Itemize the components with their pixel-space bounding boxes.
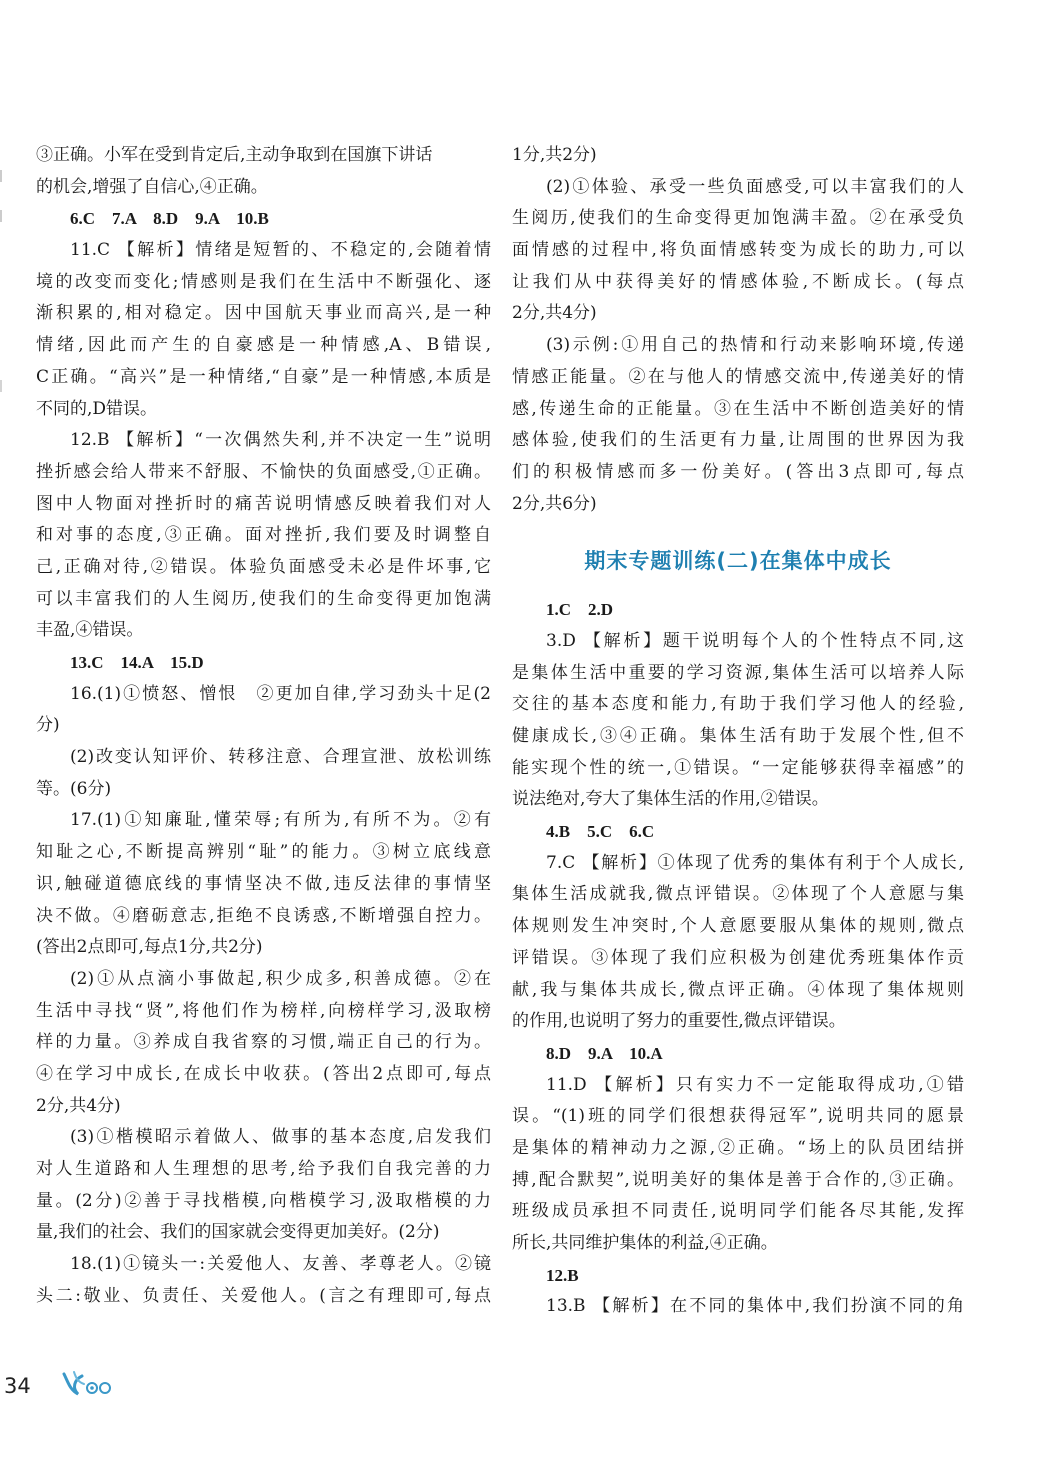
answer-line: 2分,共4分): [36, 1095, 121, 1116]
answer-line: 能实现个性的统一,①错误。“一定能够获得幸福感”的: [512, 757, 964, 778]
answer-line: 生活中寻找“贤”,将他们作为榜样,向榜样学习,汲取榜: [36, 1000, 491, 1021]
answer-line: 11.C 【解析】情绪是短暂的、不稳定的,会随着情: [70, 240, 491, 261]
answer-line: (2)改变认知评价、转移注意、合理宣泄、放松训练: [70, 747, 491, 768]
answer-line: 丰盈,④错误。: [36, 620, 144, 641]
answer-line: 3.D 【解析】题干说明每个人的个性特点不同,这: [546, 630, 964, 651]
answer-line: 的机会,增强了自信心,④正确。: [36, 176, 268, 197]
answer-line: 6.C 7.A 8.D 9.A 10.B: [70, 209, 269, 229]
answer-line: 2分,共6分): [512, 493, 597, 514]
answer-line: 13.B 【解析】在不同的集体中,我们扮演不同的角: [546, 1296, 964, 1317]
answer-line: 分): [36, 715, 60, 736]
answer-line: 搏,配合默契”,说明美好的集体是善于合作的,③正确。: [512, 1169, 964, 1190]
answer-line: 17.(1)①知廉耻,懂荣辱;有所为,有所不为。②有: [70, 810, 491, 831]
swirl-logo-icon: [60, 1368, 116, 1398]
left-column: [36, 140, 491, 1312]
answer-line: 生阅历,使我们的生命变得更加饱满丰盈。②在承受负: [512, 208, 964, 229]
answer-line: ④在学习中成长,在成长中收获。(答出2点即可,每点: [36, 1063, 491, 1084]
answer-line: 渐积累的,相对稳定。因中国航天事业而高兴,是一种: [36, 303, 491, 324]
answer-line: 2分,共4分): [512, 303, 597, 324]
right-column: [512, 140, 964, 1323]
answer-line: 误。“(1)班的同学们很想获得冠军”,说明共同的愿景: [512, 1106, 964, 1127]
answer-line: 感体验,使我们的生活更有力量,让周围的世界因为我: [512, 430, 964, 451]
answer-line: 16.(1)①愤怒、憎恨 ②更加自律,学习劲头十足(2: [70, 683, 491, 704]
answer-line: 对人生道路和人生理想的思考,给予我们自我完善的力: [36, 1159, 491, 1179]
answer-line: 可以丰富我们的人生阅历,使我们的生命变得更加饱满: [36, 588, 491, 609]
answer-line: 情感正能量。②在与他人的情感交流中,传递美好的情: [512, 366, 964, 387]
answer-line: 集体生活成就我,微点评错误。②体现了个人意愿与集: [512, 884, 964, 905]
answer-line: 的作用,也说明了努力的重要性,微点评错误。: [512, 1011, 846, 1032]
answer-line: 识,触碰道德底线的事情坚决不做,违反法律的事情坚: [36, 873, 491, 894]
answer-line: 图中人物面对挫折时的痛苦说明情感反映着我们对人: [36, 493, 491, 514]
answer-line: 是集体生活中重要的学习资源,集体生活可以培养人际: [512, 662, 964, 683]
answer-line: 12.B: [546, 1265, 579, 1285]
answer-line: 和对事的态度,③正确。面对挫折,我们要及时调整自: [36, 525, 491, 546]
answer-line: 12.B 【解析】“一次偶然失利,并不决定一生”说明: [70, 430, 491, 451]
answer-line: C正确。“高兴”是一种情绪,“自豪”是一种情感,本质是: [36, 366, 491, 387]
answer-line: 所长,共同维护集体的利益,④正确。: [512, 1233, 778, 1253]
answer-line: (3)示例:①用自己的热情和行动来影响环境,传递: [546, 335, 964, 356]
answer-line: 挫折感会给人带来不舒服、不愉快的负面感受,①正确。: [36, 461, 491, 482]
answer-line: 1.C 2.D: [546, 600, 614, 620]
answer-line: ③正确。小军在受到肯定后,主动争取到在国旗下讲话: [36, 145, 433, 165]
answer-line: 样的力量。③养成自我省察的习惯,端正自己的行为。: [36, 1032, 491, 1053]
answer-line: 让我们从中获得美好的情感体验,不断成长。(每点: [512, 271, 964, 292]
answer-line: 不同的,D错误。: [36, 398, 158, 419]
page-number: 34: [4, 1374, 31, 1398]
answer-line: 感,传递生命的正能量。③在生活中不断创造美好的情: [512, 398, 964, 419]
answer-line: 量,我们的社会、我们的国家就会变得更加美好。(2分): [36, 1222, 440, 1243]
answer-line: 健康成长,③④正确。集体生活有助于发展个性,但不: [512, 726, 964, 746]
edge-marks: [0, 160, 6, 460]
answer-line: 头二:敬业、负责任、关爱他人。(言之有理即可,每点: [36, 1285, 491, 1306]
answer-line: 献,我与集体共成长,微点评正确。④体现了集体规则: [512, 979, 964, 1000]
answer-line: 7.C 【解析】①体现了优秀的集体有利于个人成长,: [546, 852, 964, 873]
answer-line: 是集体的精神动力之源,②正确。“场上的队员团结拼: [512, 1137, 964, 1158]
answer-line: (答出2点即可,每点1分,共2分): [36, 937, 263, 958]
answer-line: 评错误。③体现了我们应积极为创建优秀班集体作贡: [512, 947, 964, 968]
answer-line: 说法绝对,夸大了集体生活的作用,②错误。: [512, 789, 829, 810]
answer-line: 11.D 【解析】只有实力不一定能取得成功,①错: [546, 1074, 964, 1095]
answer-line: 18.(1)①镜头一:关爱他人、友善、孝尊老人。②镜: [70, 1254, 491, 1275]
answer-line: 交往的基本态度和能力,有助于我们学习他人的经验,: [512, 694, 964, 715]
answer-line: 8.D 9.A 10.A: [546, 1043, 663, 1063]
answer-line: (3)①楷模昭示着做人、做事的基本态度,启发我们: [70, 1127, 491, 1148]
answer-line: (2)①体验、承受一些负面感受,可以丰富我们的人: [546, 176, 964, 197]
answer-line: 们的积极情感而多一份美好。(答出3点即可,每点: [512, 461, 964, 482]
answer-line: 体规则发生冲突时,个人意愿要服从集体的规则,微点: [512, 916, 964, 937]
answer-line: 知耻之心,不断提高辨别“耻”的能力。③树立底线意: [36, 842, 491, 863]
answer-line: 面情感的过程中,将负面情感转变为成长的助力,可以: [512, 240, 964, 261]
answer-line: (2)①从点滴小事做起,积少成多,积善成德。②在: [70, 968, 491, 989]
section-title: 期末专题训练(二)在集体中成长: [584, 549, 892, 574]
answer-line: 4.B 5.C 6.C: [546, 822, 655, 842]
answer-line: 班级成员承担不同责任,说明同学们能各尽其能,发挥: [512, 1201, 964, 1222]
answer-line: 13.C 14.A 15.D: [70, 653, 204, 672]
answer-line: 等。(6分): [36, 778, 112, 799]
answer-line: 己,正确对待,②错误。体验负面感受未必是件坏事,它: [36, 556, 491, 577]
answer-line: 1分,共2分): [512, 145, 597, 165]
answer-line: 情绪,因此而产生的自豪感是一种情感,A、B错误,: [36, 335, 491, 356]
answer-line: 决不做。④磨砺意志,拒绝不良诱惑,不断增强自控力。: [36, 905, 491, 926]
answer-line: 境的改变而变化;情感则是我们在生活中不断强化、逐: [36, 271, 491, 292]
answer-line: 量。(2分)②善于寻找楷模,向楷模学习,汲取楷模的力: [36, 1190, 491, 1211]
